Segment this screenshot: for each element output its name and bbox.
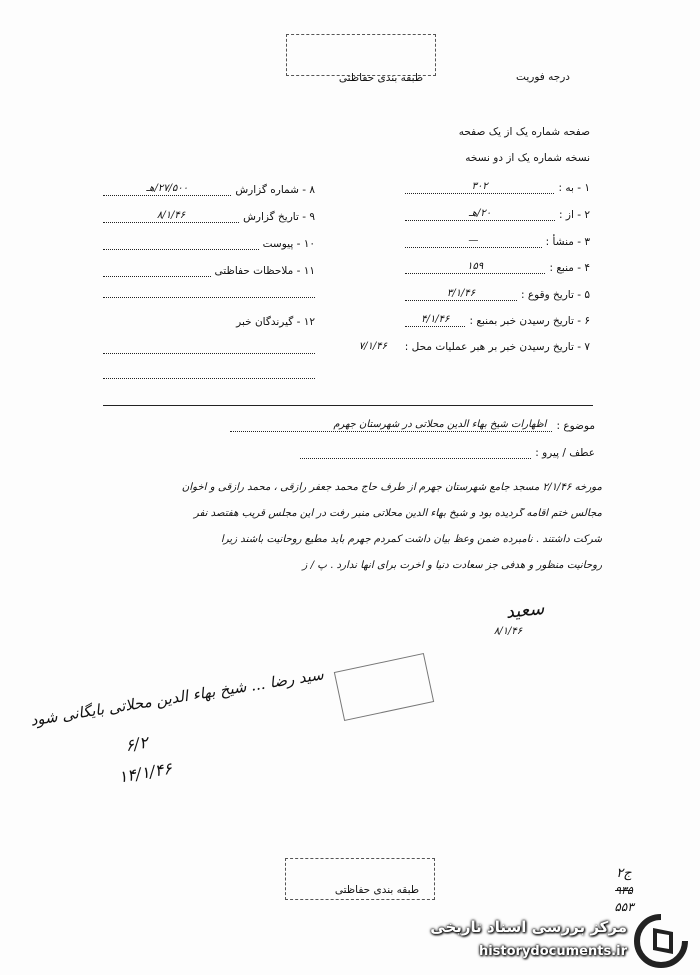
archive-code-mid: ۹۳۵ [615, 884, 633, 897]
security-notes-line-2 [103, 296, 315, 298]
margin-note-line-2: ۶/۲ [123, 732, 150, 756]
watermark [405, 912, 695, 970]
watermark-title: مرکز بررسی اسناد تاریخی [430, 918, 627, 936]
recipients-line-1 [103, 352, 315, 354]
signature-date: ۸/۱/۴۶ [493, 626, 523, 637]
copy-number-line: نسخه شماره یک از دو نسخه [465, 152, 590, 164]
recipients-line-2 [103, 377, 315, 379]
field-attachment: ۱۰ - پیوست [103, 236, 315, 250]
urgency-label: درجه فوریت [516, 71, 570, 83]
top-classification-label: طبقه بندی حفاظتی [338, 72, 424, 84]
section-divider [103, 405, 593, 406]
field-to: ۱ - به : ۳۰۲ [405, 180, 590, 194]
field-source-receipt-date: ۶ - تاریخ رسیدن خبر بمنبع : ۴/۱/۴۶ [405, 313, 590, 327]
field-operations-receipt-date: ۷ - تاریخ رسیدن خبر بر هبر عملیات محل : ۷/۱/۴۶ [358, 341, 590, 353]
field-event-date: ۵ - تاریخ وقوع : ۳/۱/۴۶ [405, 287, 590, 301]
signature-initials: سعید [504, 598, 546, 623]
archive-code-bottom: ۵۵۳ [614, 900, 634, 914]
margin-note-line-1: سید رضا ... شیخ بهاء الدین محلاتی بایگانی شود [29, 665, 325, 730]
field-source: ۴ - منبع : ۱۵۹ [405, 260, 590, 274]
body-line-1: مورخه ۲/۱/۴۶ مسجد جامع شهرستان جهرم از طرف حاج محمد جعفر رازقی ، محمد رازقی و اخوان [181, 482, 602, 493]
field-report-date: ۹ - تاریخ گزارش ۸/۱/۴۶ [103, 209, 315, 223]
field-origin: ۳ - منشأ : — [405, 234, 590, 248]
field-report-number: ۸ - شماره گزارش ۲۷/۵۰۰/هـ [103, 182, 315, 196]
page-number-line: صفحه شماره یک از یک صفحه [458, 126, 590, 138]
archive-code-top: ۲ج [616, 866, 632, 881]
margin-note-date: ۱۴/۱/۴۶ [117, 758, 174, 787]
body-line-4: روحانیت منظور و هدفی جز سعادت دنیا و آخرت برای آنها ندارد . پ / ز [302, 560, 602, 571]
receipt-stamp [334, 653, 434, 721]
follow-up-line: عطف / پیرو : [300, 445, 595, 459]
field-recipients-label: ۱۲ - گیرندگان خبر [236, 316, 315, 328]
subject-line: موضوع : اظهارات شیخ بهاء الدین محلاتی در شهرستان جهرم [230, 418, 595, 432]
top-classification-stamp [286, 34, 436, 76]
bottom-classification-label: طبقه بندی حفاظتی [334, 884, 420, 896]
field-from: ۲ - از : ۲۰/هـ [405, 207, 590, 221]
body-line-2: مجالس ختم اقامه گردیده بود و شیخ بهاء الدین محلاتی منبر رفت در این مجلس قریب هفتصد نفر [193, 508, 602, 519]
watermark-url: historydocuments.ir [478, 944, 627, 959]
field-security-notes: ۱۱ - ملاحظات حفاظتی [103, 263, 315, 277]
body-line-3: شرکت داشتند . نامبرده ضمن وعظ بیان داشت کمردم جهرم باید مطیع روحانیت باشند زیرا [220, 534, 602, 545]
watermark-logo-icon [633, 914, 689, 968]
